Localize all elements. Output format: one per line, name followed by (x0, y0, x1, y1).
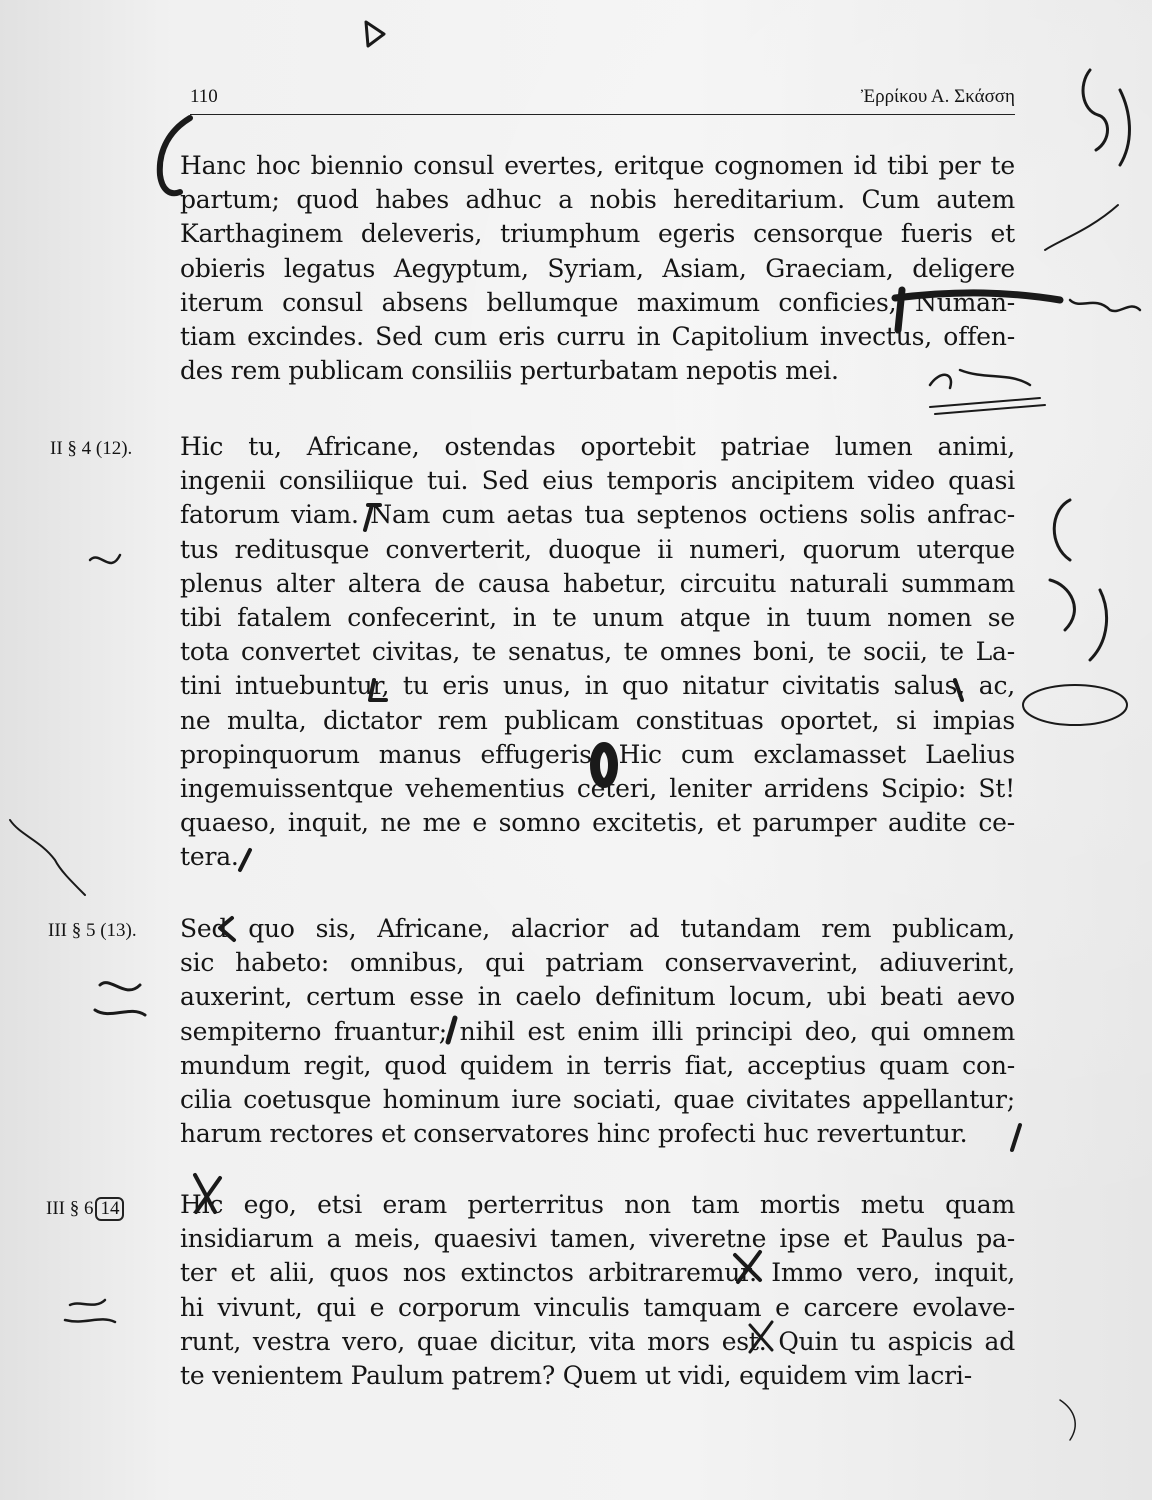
margin-scribble (1070, 300, 1140, 311)
text-line: tus reditusque converterit, duoque ii numeri, quorum uterque (180, 534, 1015, 564)
text-line: auxerint, certum esse in caelo definitum locum, ubi beati aevo (180, 982, 1015, 1012)
text-line: Hic tu, Africane, ostendas oportebit patriae lumen animi, (180, 432, 1015, 461)
paragraph-3 (180, 912, 1015, 1151)
paragraph-4 (180, 1188, 1015, 1393)
text-line: ne multa, dictator rem publicam constituas oportet, si impias (180, 705, 1015, 735)
text-line: sempiterno fruantur; nihil est enim illi principi deo, qui omnem (180, 1016, 1015, 1046)
text-line: ter et alii, quos nos extinctos arbitraremur. Immo vero, inquit, (180, 1258, 1015, 1288)
text-line: tota convertet civitas, te senatus, te omnes boni, te socii, te La- (180, 637, 1015, 667)
text-line: insidiarum a meis, quaesivi tamen, viveretne ipse et Paulus pa- (180, 1224, 1015, 1254)
margin-scribble (1060, 1400, 1075, 1440)
text-line: iterum consul absens bellumque maximum conficies, Numan- (180, 287, 1015, 317)
margin-scribble (95, 983, 145, 1015)
text-line: partum; quod habes adhuc a nobis hereditarium. Cum autem (180, 185, 1015, 215)
section-label (46, 1197, 124, 1221)
section-label: III § 5 (13). (48, 920, 137, 941)
text-line: sic habeto: omnibus, qui patriam conservaverint, adiuverint, (180, 948, 1015, 978)
text-line: Hic ego, etsi eram perterritus non tam mortis metu quam (180, 1190, 1015, 1219)
section-label-text: III § 6 (46, 1198, 94, 1219)
text-line: tiam excindes. Sed cum eris curru in Capitolium invectus, offen- (180, 321, 1015, 351)
text-line: quaeso, inquit, ne me e somno excitetis, et parumper audite ce- (180, 808, 1015, 838)
section-label: II § 4 (12). (50, 438, 133, 459)
text-line: Sed quo sis, Africane, alacrior ad tutandam rem publicam, (180, 914, 1015, 943)
text-line: hi vivunt, qui e corporum vinculis tamquam e carcere evolave- (180, 1292, 1015, 1322)
margin-scribble (10, 820, 85, 895)
running-title: Ἐρρίκου Α. Σκάσση (860, 86, 1015, 107)
paragraph-2 (180, 430, 1015, 874)
corner-triangle-mark (366, 22, 384, 46)
margin-scribble (1050, 500, 1107, 660)
margin-scribble (1045, 205, 1118, 250)
paragraph-1 (180, 149, 1015, 388)
margin-scribble (90, 555, 120, 563)
text-line: tera. (180, 842, 239, 872)
text-line: ingenii consiliique tui. Sed eius temporis ancipitem video quasi (180, 466, 1015, 496)
margin-scribble (65, 1300, 115, 1322)
running-header (190, 84, 1015, 115)
text-line: ingemuissentque vehementius ceteri, leniter arridens Scipio: St! (180, 773, 1015, 803)
text-line: te venientem Paulum patrem? Quem ut vidi, equidem vim lacri- (180, 1360, 972, 1390)
margin-scribble (1083, 70, 1129, 165)
text-line: runt, vestra vero, quae dicitur, vita mors est. Quin tu aspicis ad (180, 1326, 1015, 1356)
page-number: 110 (190, 86, 218, 107)
text-line: mundum regit, quod quidem in terris fiat, acceptius quam con- (180, 1050, 1015, 1080)
text-line: Hanc hoc biennio consul evertes, eritque cognomen id tibi per te (180, 151, 1015, 180)
text-line: fatorum viam. Nam cum aetas tua septenos octiens solis anfrac- (180, 500, 1015, 530)
text-line: harum rectores et conservatores hinc profecti huc revertuntur. (180, 1119, 968, 1149)
text-line: des rem publicam consiliis perturbatam nepotis mei. (180, 356, 839, 386)
circled-note (1023, 685, 1127, 725)
boxed-section-number: 14 (95, 1197, 124, 1221)
text-line: tini intuebuntur, tu eris unus, in quo nitatur civitatis salus, ac, (180, 671, 1015, 701)
text-line: obieris legatus Aegyptum, Syriam, Asiam, Graeciam, deligere (180, 253, 1015, 283)
text-line: tibi fatalem confecerint, in te unum atque in tuum nomen se (180, 602, 1015, 632)
text-line: plenus alter altera de causa habetur, circuitu naturali summam (180, 568, 1015, 598)
text-line: propinquorum manus effugeris. Hic cum exclamasset Laelius (180, 739, 1015, 769)
text-line: cilia coetusque hominum iure sociati, quae civitates appellantur; (180, 1084, 1015, 1114)
double-underline (930, 398, 1045, 414)
text-line: Karthaginem deleveris, triumphum egeris censorque fueris et (180, 219, 1015, 249)
